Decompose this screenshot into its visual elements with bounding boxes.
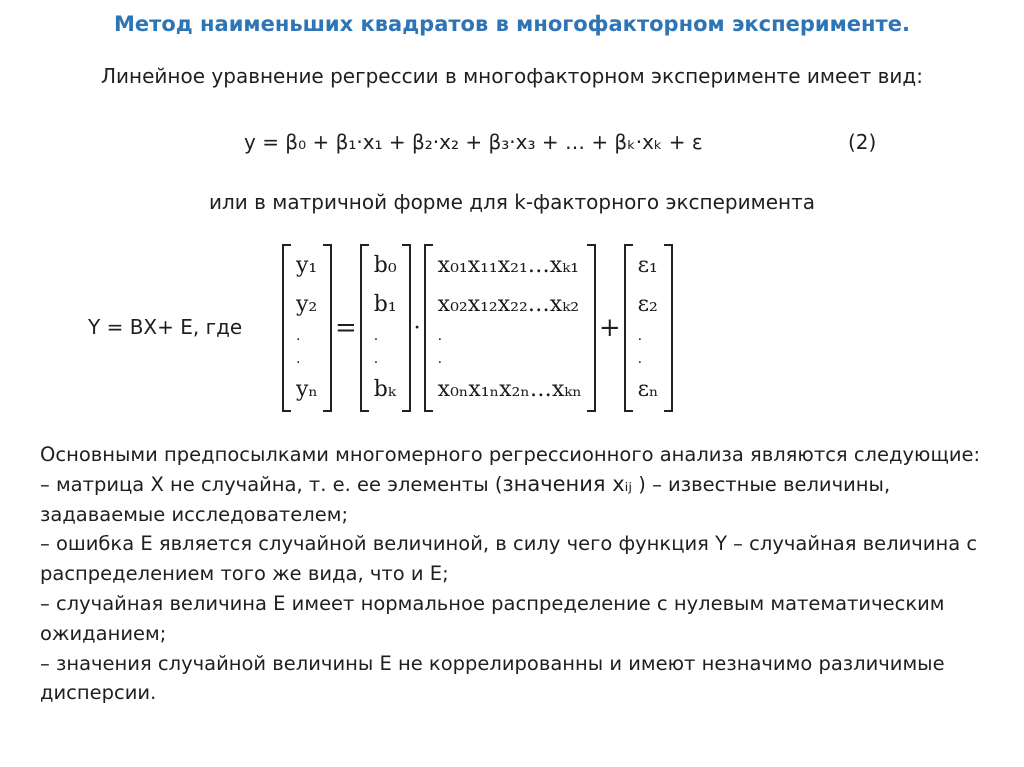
matrix-cell: yₙ	[296, 377, 318, 402]
matrix-cell: .	[637, 328, 643, 344]
matrix-cell: .	[437, 351, 443, 367]
item-text: – матрица X не случайна, т. е. ее элементы (	[40, 472, 503, 496]
matrix-cell: b₁	[373, 292, 397, 317]
matrix-cell: .	[373, 351, 379, 367]
matrix-x	[424, 244, 596, 412]
matrix-intro-text: или в матричной форме для k-факторного эксперимента	[209, 190, 815, 214]
regression-equation: y = β₀ + β₁·x₁ + β₂·x₂ + β₃·x₃ + … + βₖ·xₖ + ε	[244, 130, 703, 154]
matrix-cell: x₀ₙx₁ₙx₂ₙ…xₖₙ	[437, 377, 582, 402]
slide-title: Метод наименьших квадратов в многофакторном эксперименте.	[114, 12, 910, 36]
matrix-cell: .	[437, 328, 443, 344]
matrix-cell: ε₂	[637, 292, 658, 317]
matrix-cell: .	[373, 328, 379, 344]
matrix-equation	[282, 243, 673, 413]
matrix-cell: y₁	[296, 253, 318, 278]
matrix-cell: ε₁	[637, 253, 658, 278]
matrix-cell: .	[637, 351, 643, 367]
plus-sign: +	[598, 313, 621, 343]
intro-text: Линейное уравнение регрессии в многофакторном эксперименте имеет вид:	[101, 64, 923, 88]
matrix-cell: bₖ	[373, 377, 396, 402]
matrix-cell: x₀₁x₁₁x₂₁…xₖ₁	[437, 253, 580, 278]
equation-number: (2)	[848, 130, 877, 154]
assumption-item: – значения случайной величины E не коррелированны и имеют незначимо различимые дисперсии.	[40, 651, 945, 705]
item-text: ) – известные величины, задаваемые исследователем;	[40, 472, 891, 526]
assumption-item: – случайная величина E имеет нормальное распределение с нулевым математическим ожиданием;	[40, 591, 945, 645]
matrix-cell: .	[296, 328, 301, 344]
matrix-definition: Y = BX+ E, где	[88, 315, 243, 339]
assumption-item	[40, 470, 1000, 530]
assumption-item: – ошибка E является случайной величиной, в силу чего функция Y – случайная величина с распределением того же вида, что и E;	[40, 532, 978, 586]
matrix-cell: y₂	[296, 292, 318, 317]
matrix-cell: εₙ	[637, 377, 659, 402]
matrix-y	[282, 244, 332, 412]
multiply-dot: ·	[413, 315, 421, 341]
matrix-cell: b₀	[373, 253, 397, 278]
matrix-b	[360, 244, 411, 412]
equals-sign: =	[334, 313, 357, 343]
assumptions-text	[40, 440, 1000, 708]
matrix-cell: .	[296, 351, 301, 367]
matrix-cell: x₀₂x₁₂x₂₂…xₖ₂	[437, 292, 580, 317]
matrix-e	[624, 244, 673, 412]
assumptions-intro: Основными предпосылками многомерного регрессионного анализа являются следующие:	[40, 443, 981, 466]
item-values: значения xᵢⱼ	[502, 471, 633, 496]
